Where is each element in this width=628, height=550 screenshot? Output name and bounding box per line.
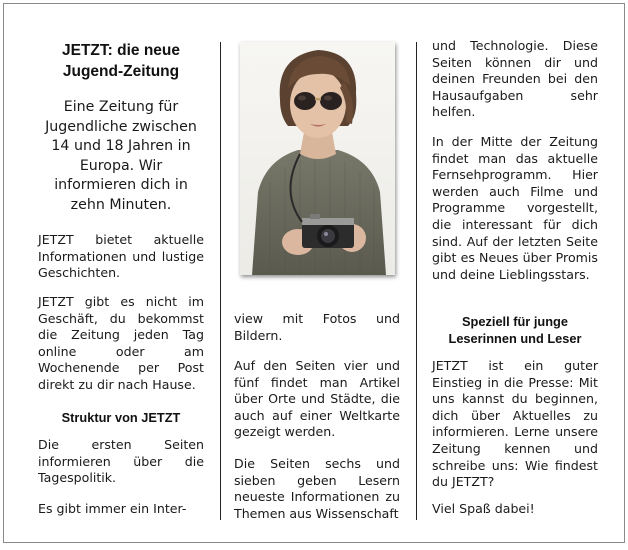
article-page xyxy=(3,3,625,543)
paragraph: JETZT bietet aktuelle Informationen und lustige Geschichten. xyxy=(38,232,204,281)
photo-young-woman-with-camera xyxy=(240,42,395,275)
intro-text: Eine Zeitung für Jugendliche zwischen 14 und 18 Jahren in Europa. Wir informieren dich in zehn Minuten. xyxy=(45,99,197,213)
paragraph: Auf den Seiten vier und fünf findet man Artikel über Orte und Städte, die auch auf einer Weltkarte gezeigt werden. xyxy=(234,358,400,440)
article-title: JETZT: die neue Jugend-Zeitung xyxy=(62,42,180,80)
section-heading-structure: Struktur von JETZT xyxy=(61,410,181,425)
section-heading-young-readers: Speziell für junge Leserinnen und Leser xyxy=(448,314,582,346)
paragraph: JETZT ist ein guter Einstieg in die Presse: Mit uns kannst du beginnen, dich über Aktuelles zu informieren. Lerne unsere Zeitung kennen und schreibe uns: Wie findest du JETZT? xyxy=(432,358,598,490)
paragraph: Die Seiten sechs und sieben geben Lesern neueste Informationen zu Themen aus Wissenschaft xyxy=(234,456,400,521)
paragraph: Es gibt immer ein Inter- xyxy=(38,501,187,516)
paragraph: und Technologie. Diese Seiten können dir und deinen Freunden bei den Hausaufgaben sehr helfen. xyxy=(432,38,598,120)
paragraph: view mit Fotos und Bildern. xyxy=(234,311,400,343)
paragraph: In der Mitte der Zeitung findet man das aktuelle Fernsehprogramm. Hier werden auch Filme und Programme vorgestellt, die interessant für dich sind. Auf der letzten Seite gibt es Neues über Promis und deine Lieblingsstars. xyxy=(432,134,598,282)
column-divider xyxy=(416,42,417,520)
photo-illustration xyxy=(240,42,395,275)
paragraph: Die ersten Seiten informieren über die Tagespolitik. xyxy=(38,437,204,486)
column-divider xyxy=(220,42,221,520)
paragraph: Viel Spaß dabei! xyxy=(432,501,535,516)
paragraph: JETZT gibt es nicht im Geschäft, du bekommst die Zeitung jeden Tag online oder am Wochenende per Post direkt zu dir nach Hause. xyxy=(38,294,204,392)
